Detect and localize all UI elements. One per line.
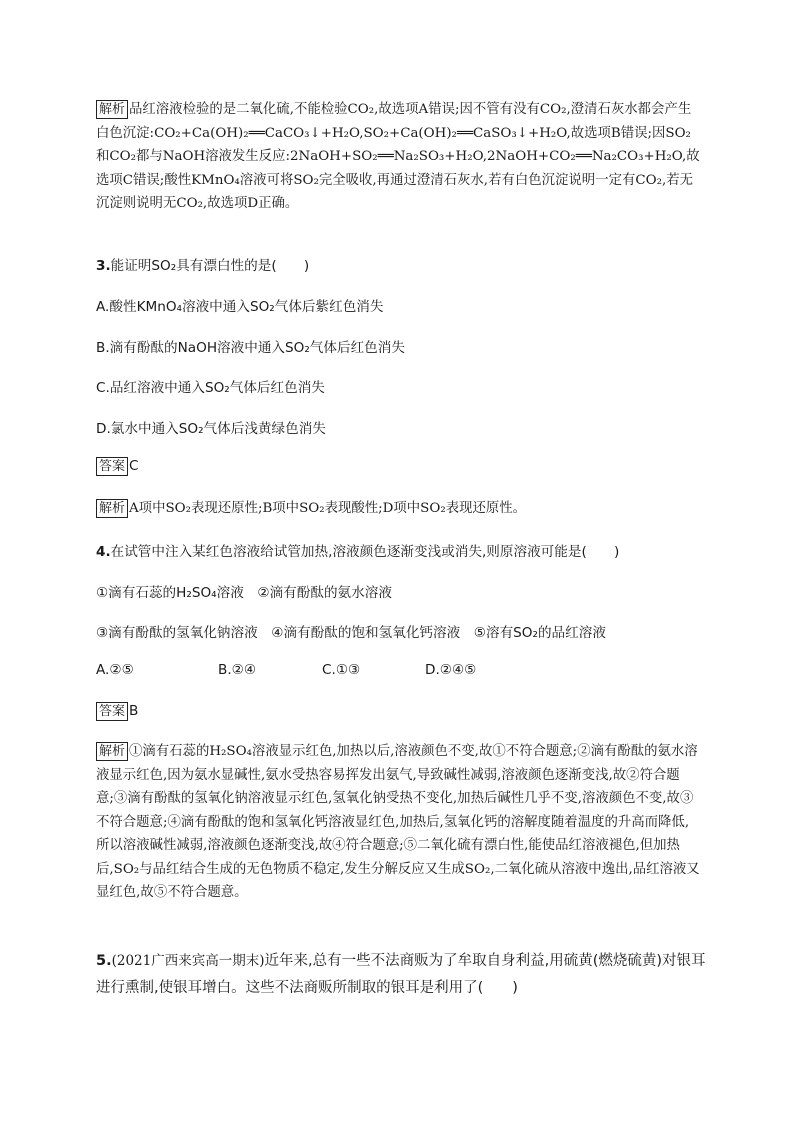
q4-option-b: B.②④ [218, 662, 257, 678]
q3-analysis-text: A项中SO₂表现还原性;B项中SO₂表现酸性;D项中SO₂表现还原性。 [129, 501, 527, 516]
q5-number: 5. [96, 953, 112, 969]
q4-analysis-block [96, 740, 702, 905]
q3-stem-text: 能证明SO₂具有漂白性的是( ) [110, 258, 310, 274]
q3-option-c: C.品红溶液中通入SO₂气体后红色消失 [96, 380, 325, 396]
q3-option-a: A.酸性KMnO₄溶液中通入SO₂气体后紫红色消失 [96, 299, 384, 315]
q3-option-b: B.滴有酚酞的NaOH溶液中通入SO₂气体后红色消失 [96, 340, 405, 356]
q3-stem [96, 254, 309, 274]
q3-number: 3. [96, 258, 111, 274]
q4-items-line2: ③滴有酚酞的氢氧化钠溶液 ④滴有酚酞的饱和氢氧化钙溶液 ⑤溶有SO₂的品红溶液 [96, 625, 606, 641]
q4-option-a: A.②⑤ [96, 662, 134, 678]
q4-analysis-text: ①滴有石蕊的H₂SO₄溶液显示红色,加热以后,溶液颜色不变,故①不符合题意;②滴有酚酞的氨水溶液显示红色,因为氨水显碱性,氨水受热容易挥发出氨气,导致碱性减弱,溶液颜色逐渐变浅,故②符合题意;③滴有酚酞的氢氧化钠溶液显示红色,氢氧化钠受热不变化,加热后碱性几乎不变,溶液颜色不变,故③不符合题意;④滴有酚酞的饱和氢氧化钙溶液显红色,加热后,氢氧化钙的溶解度随着温度的升高而降低,所以溶液碱性减弱,溶液颜色逐渐变浅,故④符合题意;⑤二氧化硫有漂白性,能使品红溶液褪色,但加热后,SO₂与品红结合生成的无色物质不稳定,发生分解反应又生成SO₂,二氧化硫从溶液中逸出,品红溶液又显红色,故⑤不符合题意。 [96, 744, 700, 900]
answer-label: 答案 [96, 702, 128, 721]
q5-source: (2021广西来宾高一期末) [111, 953, 265, 969]
q3-analysis-block [96, 497, 702, 521]
analysis-label: 解析 [96, 100, 128, 119]
q4-answer-value: B [129, 703, 139, 719]
q4-stem [96, 540, 619, 560]
q4-option-d: D.②④⑤ [425, 662, 477, 678]
q5-stem-text: 近年来,总有一些不法商贩为了牟取自身利益,用硫黄(燃烧硫黄)对银耳进行熏制,使银耳增白。这些不法商贩所制取的银耳是利用了( ) [96, 953, 706, 996]
q4-answer [96, 702, 138, 721]
q4-number: 4. [96, 544, 111, 560]
q4-stem-text: 在试管中注入某红色溶液给试管加热,溶液颜色逐渐变浅或消失,则原溶液可能是( ) [110, 544, 620, 560]
q2-analysis-text: 品红溶液检验的是二氧化硫,不能检验CO₂,故选项A错误;因不管有没有CO₂,澄清石灰水都会产生白色沉淀:CO₂+Ca(OH)₂══CaCO₃↓+H₂O,SO₂+Ca(OH)₂══CaSO₃↓+H₂O,故选项B错误;因SO₂和CO₂都与NaOH溶液发生反应:2NaOH+SO₂══Na₂SO₃+H₂O,2NaOH+CO₂══Na₂CO₃+H₂O,故选项C错误;酸性KMnO₄溶液可将SO₂完全吸收,再通过澄清石灰水,若有白色沉淀说明一定有CO₂,若无沉淀则说明无CO₂,故选项D正确。 [96, 102, 700, 211]
q3-option-d: D.氯水中通入SO₂气体后浅黄绿色消失 [96, 421, 326, 437]
analysis-label: 解析 [96, 499, 128, 518]
q4-items-line1: ①滴有石蕊的H₂SO₄溶液 ②滴有酚酞的氨水溶液 [96, 585, 392, 601]
q3-answer [96, 457, 139, 476]
q5-stem [96, 948, 706, 1002]
q2-analysis-block [96, 98, 702, 216]
q4-option-c: C.①③ [322, 662, 361, 678]
answer-label: 答案 [96, 457, 128, 476]
q3-answer-value: C [129, 458, 139, 474]
analysis-label: 解析 [96, 742, 128, 761]
